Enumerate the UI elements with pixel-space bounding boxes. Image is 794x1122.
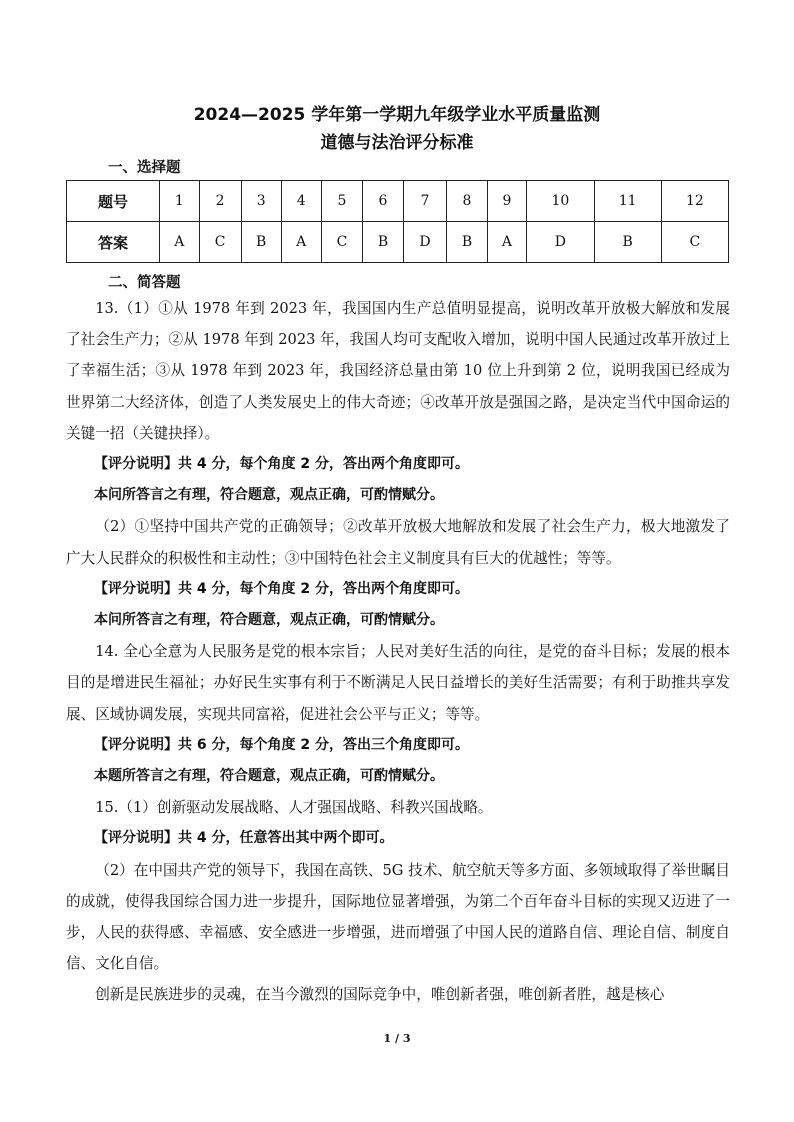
scoring-note: 【评分说明】共 4 分，每个角度 2 分，答出两个角度即可。	[94, 580, 469, 597]
question-number-cell: 10	[527, 181, 594, 222]
answer-cell: B	[594, 222, 661, 263]
answer-cell: C	[199, 222, 241, 263]
question-number-row	[67, 181, 729, 222]
scoring-note: 本问所答言之有理，符合题意，观点正确，可酌情赋分。	[94, 487, 444, 504]
question-number-cell: 3	[241, 181, 281, 222]
row-label-number: 题号	[67, 181, 160, 222]
row-label-answer: 答案	[67, 222, 160, 263]
question-number-cell: 9	[487, 181, 527, 222]
answer-table	[66, 180, 729, 263]
answer-cell: C	[321, 222, 363, 263]
document-subtitle: 道德与法治评分标准	[320, 133, 474, 153]
answer-paragraph: （2）在中国共产党的领导下，我国在高铁、5G 技术、航空航天等多方面、多领域取得了举世瞩目的成就，使得我国综合国力进一步提升，国际地位显著增强，为第二个百年奋斗目标的实现又迈进了一步，人民的获得感、幸福感、安全感进一步增强，进而增强了中国人民的道路自信、理论自信、制度自信、文化自信。	[66, 861, 730, 973]
question-number-cell: 6	[363, 181, 403, 222]
question-number-cell: 11	[594, 181, 661, 222]
scoring-note: 【评分说明】共 4 分，任意答出其中两个即可。	[94, 830, 394, 847]
answer-cell: B	[241, 222, 281, 263]
question-number-cell: 8	[447, 181, 487, 222]
scoring-note: 本题所答言之有理，符合题意，观点正确，可酌情赋分。	[94, 768, 444, 785]
answer-cell: B	[363, 222, 403, 263]
answer-cell: A	[160, 222, 200, 263]
answer-cell: B	[447, 222, 487, 263]
page-number: 1 / 3	[383, 1032, 411, 1045]
answer-cell: D	[403, 222, 447, 263]
question-number-cell: 12	[661, 181, 728, 222]
question-number-cell: 5	[321, 181, 363, 222]
section-heading-choice: 一、选择题	[108, 160, 181, 176]
answer-cell: A	[281, 222, 321, 263]
answer-cell: C	[661, 222, 728, 263]
question-number-cell: 2	[199, 181, 241, 222]
scoring-note: 【评分说明】共 4 分，每个角度 2 分，答出两个角度即可。	[94, 456, 469, 473]
document-title: 2024—2025 学年第一学期九年级学业水平质量监测	[193, 105, 601, 125]
answer-paragraph: 15.（1）创新驱动发展战略、人才强国战略、科教兴国战略。	[95, 799, 493, 817]
answer-row	[67, 222, 729, 263]
section-heading-short-answer: 二、简答题	[108, 275, 181, 291]
question-number-cell: 4	[281, 181, 321, 222]
answer-paragraph: 14. 全心全意为人民服务是党的根本宗旨；人民对美好生活的向往，是党的奋斗目标；发展的根本目的是增进民生福祉；办好民生实事有利于不断满足人民日益增长的美好生活需要；有利于助推共享发展、区域协调发展，实现共同富裕，促进社会公平与正义；等等。	[66, 643, 730, 723]
question-number-cell: 7	[403, 181, 447, 222]
scoring-note: 本问所答言之有理，符合题意，观点正确，可酌情赋分。	[94, 612, 444, 629]
answer-paragraph: 13.（1）①从 1978 年到 2023 年，我国国内生产总值明显提高，说明改革开放极大解放和发展了社会生产力；②从 1978 年到 2023 年，我国人均可支配收入增加，说明中国人民通过改革开放过上了幸福生活；③从 1978 年到 2023 年，我国经济总量由第 10 位上升到第 2 位，说明我国已经成为世界第二大经济体，创造了人类发展史上的伟大奇迹；④改革开放是强国之路，是决定当代中国命运的关键一招（关键抉择）。	[66, 300, 730, 442]
answer-paragraph: （2）①坚持中国共产党的正确领导；②改革开放极大地解放和发展了社会生产力，极大地激发了广大人民群众的积极性和主动性；③中国特色社会主义制度具有巨大的优越性；等等。	[66, 518, 730, 567]
scoring-note: 【评分说明】共 6 分，每个角度 2 分，答出三个角度即可。	[94, 736, 469, 753]
answer-cell: A	[487, 222, 527, 263]
answer-body	[66, 293, 730, 1011]
question-number-cell: 1	[160, 181, 200, 222]
answer-paragraph: 创新是民族进步的灵魂，在当今激烈的国际竞争中，唯创新者强，唯创新者胜，越是核心	[95, 986, 665, 1004]
answer-cell: D	[527, 222, 594, 263]
